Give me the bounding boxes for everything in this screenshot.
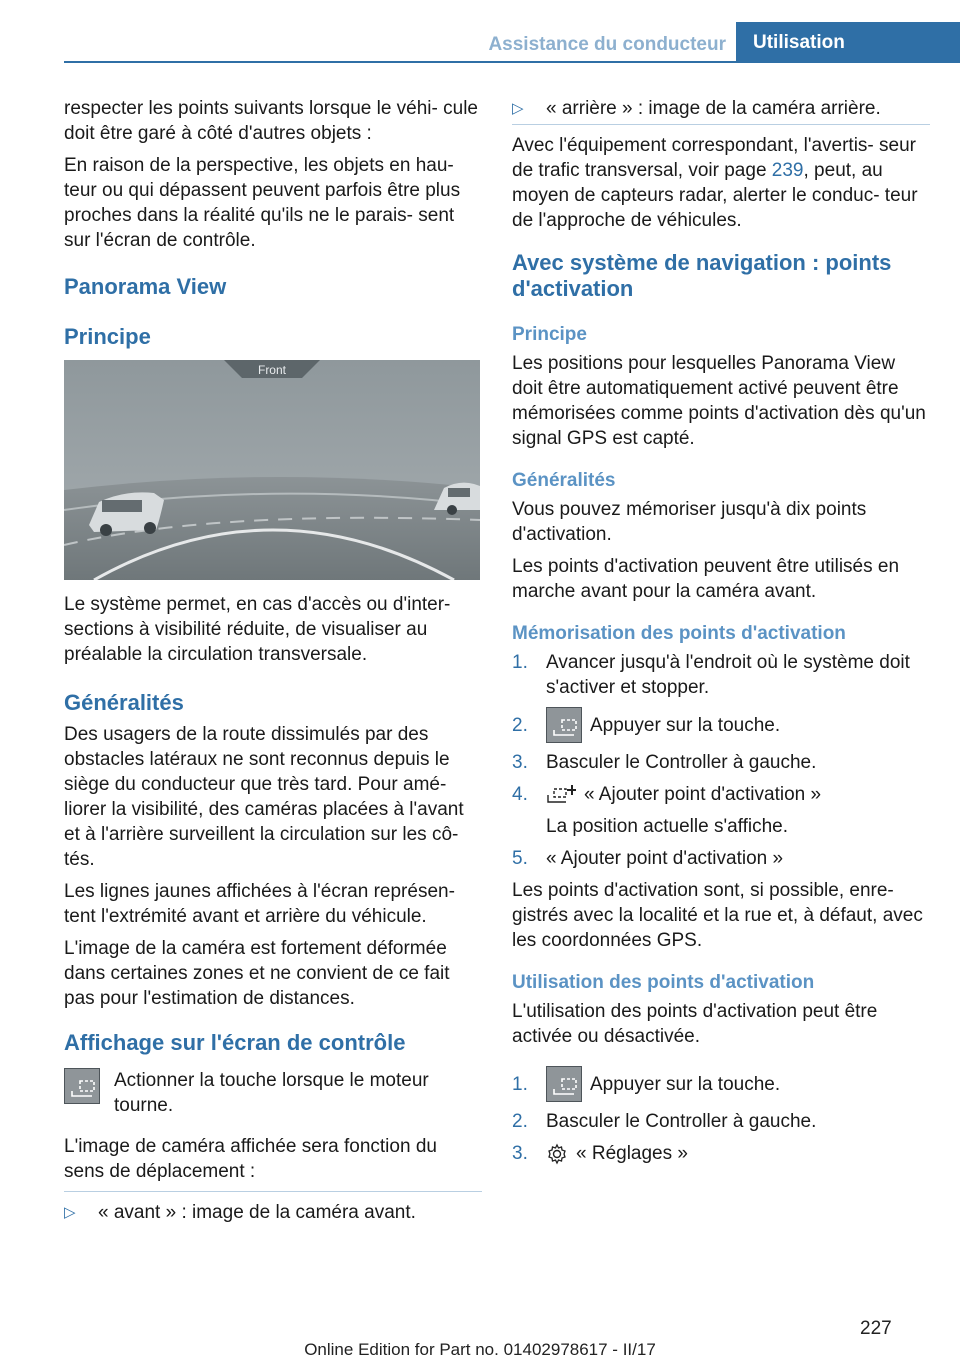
paragraph-text: Avec l'équipement correspondant, l'avertis- seur de trafic transversal, voir page <box>512 135 917 181</box>
step-text: Appuyer sur la touche. <box>590 1073 781 1095</box>
button-instruction: Actionner la touche lorsque le moteur tourne. <box>114 1070 429 1116</box>
heading-panorama-view: Panorama View <box>64 274 227 299</box>
right-column <box>512 96 930 1173</box>
camera-button-row <box>64 1068 482 1118</box>
paragraph: Les points d'activation peuvent être utilisés en marche avant pour la caméra avant. <box>512 556 900 602</box>
paragraph: L'image de caméra affichée sera fonction du sens de déplacement : <box>64 1136 437 1182</box>
step-number: 5. <box>512 848 528 869</box>
list-item-text: « arrière » : image de la caméra arrière. <box>546 98 881 119</box>
list-item <box>512 1109 930 1134</box>
add-activation-point-icon <box>546 785 576 805</box>
step-text: Basculer le Controller à gauche. <box>546 752 817 773</box>
paragraph: Le système permet, en cas d'accès ou d'inter- sections à visibilité réduite, de visualiser au préalable la circulation transversale. <box>64 594 451 665</box>
paragraph-cross-traffic <box>512 133 930 233</box>
step-text: « Ajouter point d'activation » <box>546 848 784 869</box>
page-link-239[interactable]: 239 <box>771 160 804 181</box>
paragraph-text: , peut, au moyen de capteurs radar, alerter le conduc- teur de l'approche de véhicules. <box>512 160 918 231</box>
paragraph: En raison de la perspective, les objets en hau- teur ou qui dépassent peuvent parfois être plus proches dans la réalité qu'ils ne le parais- sent sur l'écran de contrôle. <box>64 155 461 251</box>
step-text: Basculer le Controller à gauche. <box>546 1111 817 1132</box>
divider <box>512 124 930 125</box>
list-item-sub <box>512 814 930 839</box>
header-rule <box>64 61 960 63</box>
memorisation-steps <box>512 650 930 871</box>
step-text: « Réglages » <box>576 1143 688 1164</box>
step-number: 3. <box>512 1143 528 1164</box>
list-item <box>512 1141 930 1166</box>
step-text: Avancer jusqu'à l'endroit où le système doit s'activer et stopper. <box>546 652 910 698</box>
list-item <box>512 96 930 121</box>
utilisation-steps <box>512 1066 930 1166</box>
paragraph: Les positions pour lesquelles Panorama View doit être automatiquement activé peuvent être mémorisées comme points d'activation dès qu'un signal GPS est capté. <box>512 353 926 449</box>
list-item <box>512 846 930 871</box>
header-section-title: Assistance du conducteur <box>488 34 726 55</box>
paragraph: Les lignes jaunes affichées à l'écran représen- tent l'extrémité avant et arrière du véhicule. <box>64 881 455 927</box>
step-subtext: La position actuelle s'affiche. <box>546 816 788 837</box>
paragraph: L'utilisation des points d'activation peut être activée ou désactivée. <box>512 1001 878 1047</box>
panorama-camera-image <box>64 360 480 580</box>
step-number: 2. <box>512 1111 528 1132</box>
paragraph: L'image de la caméra est fortement déformée dans certaines zones et ne convient de ce fait pas pour l'estimation de distances. <box>64 938 450 1009</box>
heading-affichage: Affichage sur l'écran de contrôle <box>64 1030 406 1055</box>
left-column <box>64 96 482 1232</box>
photo-label-front: Front <box>257 363 287 377</box>
step-number: 1. <box>512 652 528 673</box>
list-item <box>64 1200 482 1225</box>
triangle-bullet-icon: ▷ <box>512 100 524 117</box>
heading-principe: Principe <box>512 324 587 345</box>
step-number: 4. <box>512 784 528 805</box>
heading-memorisation: Mémorisation des points d'activation <box>512 623 846 644</box>
heading-navigation-activation-points: Avec système de navigation : points d'activation <box>512 250 892 301</box>
step-number: 3. <box>512 752 528 773</box>
list-item <box>512 782 930 807</box>
step-text: « Ajouter point d'activation » <box>584 784 822 805</box>
list-item <box>512 1066 930 1102</box>
camera-button-icon <box>64 1068 100 1104</box>
paragraph: Vous pouvez mémoriser jusqu'à dix points d'activation. <box>512 499 867 545</box>
heading-utilisation: Utilisation des points d'activation <box>512 972 815 993</box>
list-item-text: « avant » : image de la caméra avant. <box>98 1202 416 1223</box>
paragraph: Les points d'activation sont, si possible, enre- gistrés avec la localité et la rue et, à défaut, avec les coordonnées GPS. <box>512 880 923 951</box>
heading-generalites: Généralités <box>512 470 616 491</box>
triangle-bullet-icon: ▷ <box>64 1204 76 1221</box>
divider <box>64 1191 482 1192</box>
list-item <box>512 707 930 743</box>
heading-generalites: Généralités <box>64 690 184 715</box>
heading-principe: Principe <box>64 324 151 349</box>
paragraph: Des usagers de la route dissimulés par des obstacles latéraux ne sont reconnus depuis le siège du conducteur que très tard. Pour amé- liorer la visibilité, des caméras placées à l'avant et à l'arrière surveillent la circulation sur les cô- tés. <box>64 724 464 870</box>
camera-button-icon <box>546 707 582 743</box>
page-number: 227 <box>860 1318 892 1339</box>
footer-edition: Online Edition for Part no. 01402978617 - II/17 <box>304 1340 656 1359</box>
header-tab: Utilisation <box>736 22 960 62</box>
list-item <box>512 650 930 700</box>
camera-button-icon <box>546 1066 582 1102</box>
settings-gear-icon <box>546 1143 568 1165</box>
step-number: 2. <box>512 714 528 736</box>
step-text: Appuyer sur la touche. <box>590 714 781 736</box>
paragraph: respecter les points suivants lorsque le véhi- cule doit être garé à côté d'autres objets : <box>64 98 478 144</box>
step-number: 1. <box>512 1073 528 1095</box>
list-item <box>512 750 930 775</box>
